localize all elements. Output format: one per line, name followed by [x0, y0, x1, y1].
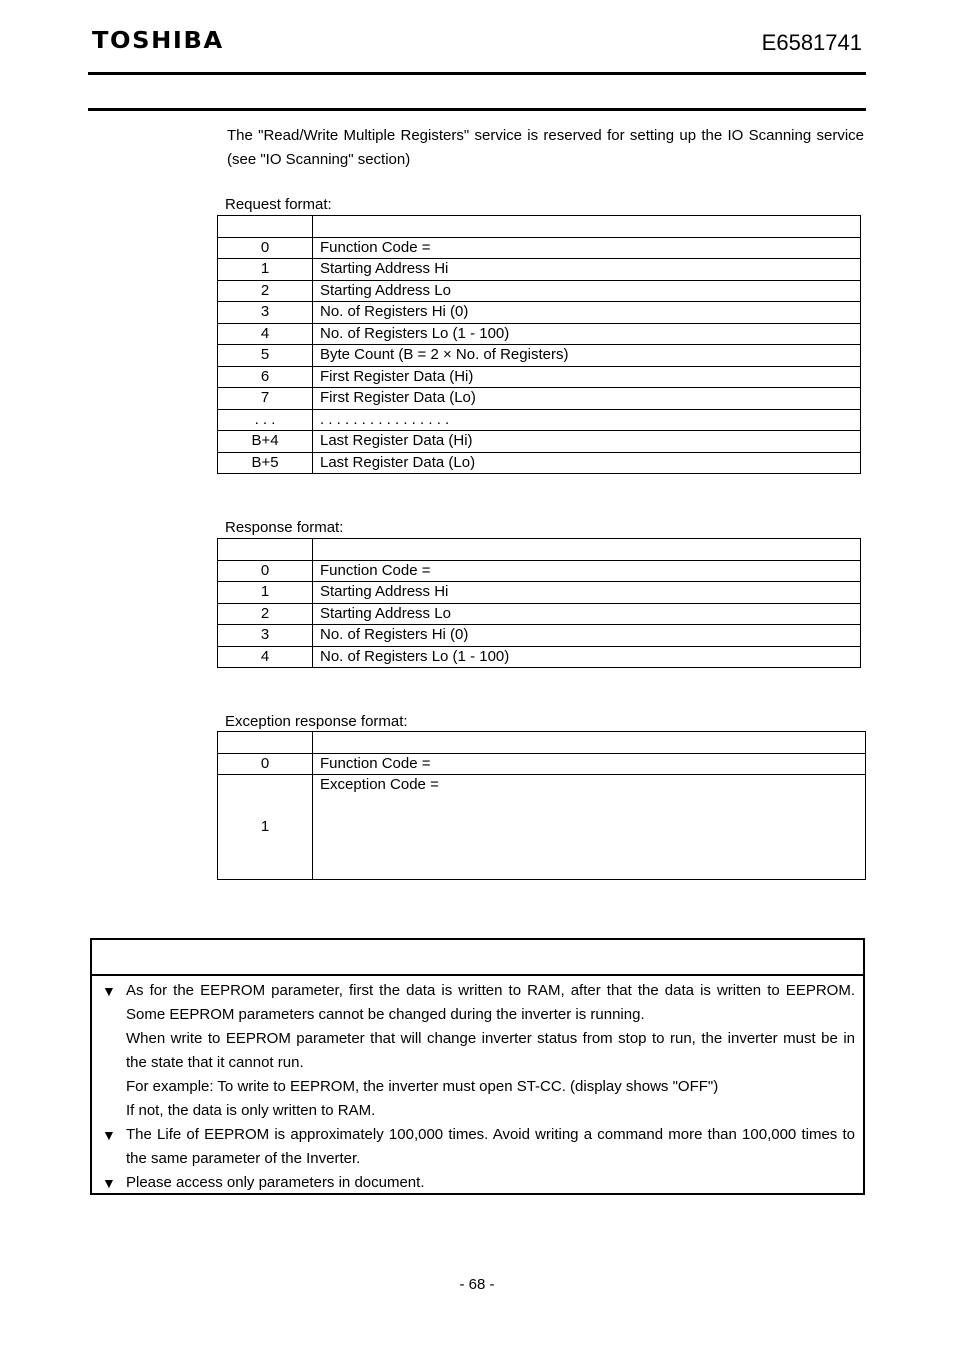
- table-row: 1 Starting Address Hi: [218, 259, 861, 281]
- request-format-caption: Request format:: [225, 196, 332, 213]
- table-row: 2 Starting Address Lo: [218, 280, 861, 302]
- table-row: 3 No. of Registers Hi (0): [218, 302, 861, 324]
- table-header-row: [218, 732, 866, 754]
- exception-format-table: [217, 731, 866, 880]
- table-row: B+4 Last Register Data (Hi): [218, 431, 861, 453]
- table-header-row: [218, 216, 861, 238]
- table-row: 0 Function Code =: [218, 560, 861, 582]
- list-item: For example: To write to EEPROM, the inverter must open ST-CC. (display shows "OFF"): [126, 1078, 719, 1095]
- response-format-caption: Response format:: [225, 519, 344, 536]
- document-number: E6581741: [761, 30, 862, 55]
- table-row: B+5 Last Register Data (Lo): [218, 452, 861, 474]
- intro-paragraph: The "Read/Write Multiple Registers" service is reserved for setting up the IO Scanning service (see "IO Scanning" section): [227, 127, 864, 168]
- page-number: - 68 -: [459, 1276, 495, 1293]
- table-row: 5 Byte Count (B = 2 × No. of Registers): [218, 345, 861, 367]
- table-header-row: [218, 539, 861, 561]
- notes-box: [90, 938, 865, 1195]
- table-row: 2 Starting Address Lo: [218, 603, 861, 625]
- header-rule: [88, 72, 866, 75]
- list-item: ▼ The Life of EEPROM is approximately 100,000 times. Avoid writing a command more than 100,000 times to the same parameter of the Inverter.: [102, 1123, 855, 1171]
- section-rule: [88, 108, 866, 111]
- notes-header: [92, 940, 863, 976]
- table-row: 6 First Register Data (Hi): [218, 366, 861, 388]
- notes-list: [92, 976, 863, 1195]
- list-item: When write to EEPROM parameter that will change inverter status from stop to run, the inverter must be in the state that it cannot run.: [126, 1030, 855, 1071]
- triangle-bullet-icon: ▼: [102, 1175, 116, 1191]
- table-row: 4 No. of Registers Lo (1 - 100): [218, 323, 861, 345]
- table-row: 1 Exception Code =: [218, 775, 866, 880]
- table-row: 3 No. of Registers Hi (0): [218, 625, 861, 647]
- table-row: 0 Function Code =: [218, 237, 861, 259]
- request-format-table: [217, 215, 861, 474]
- table-row: 0 Function Code =: [218, 753, 866, 775]
- toshiba-logo: TOSHIBA: [92, 28, 224, 54]
- table-row: 7 First Register Data (Lo): [218, 388, 861, 410]
- response-format-table: [217, 538, 861, 668]
- list-item: If not, the data is only written to RAM.: [126, 1102, 376, 1119]
- table-row: 4 No. of Registers Lo (1 - 100): [218, 646, 861, 668]
- table-row: . . . . . . . . . . . . . . . . . . .: [218, 409, 861, 431]
- list-item: ▼ As for the EEPROM parameter, first the data is written to RAM, after that the data is written to EEPROM. Some EEPROM parameters cannot be changed during the inverter is running.: [102, 979, 855, 1027]
- triangle-bullet-icon: ▼: [102, 1127, 116, 1143]
- triangle-bullet-icon: ▼: [102, 983, 116, 999]
- table-row: 1 Starting Address Hi: [218, 582, 861, 604]
- list-item: ▼ Please access only parameters in document.: [102, 1171, 855, 1195]
- exception-format-caption: Exception response format:: [225, 713, 408, 730]
